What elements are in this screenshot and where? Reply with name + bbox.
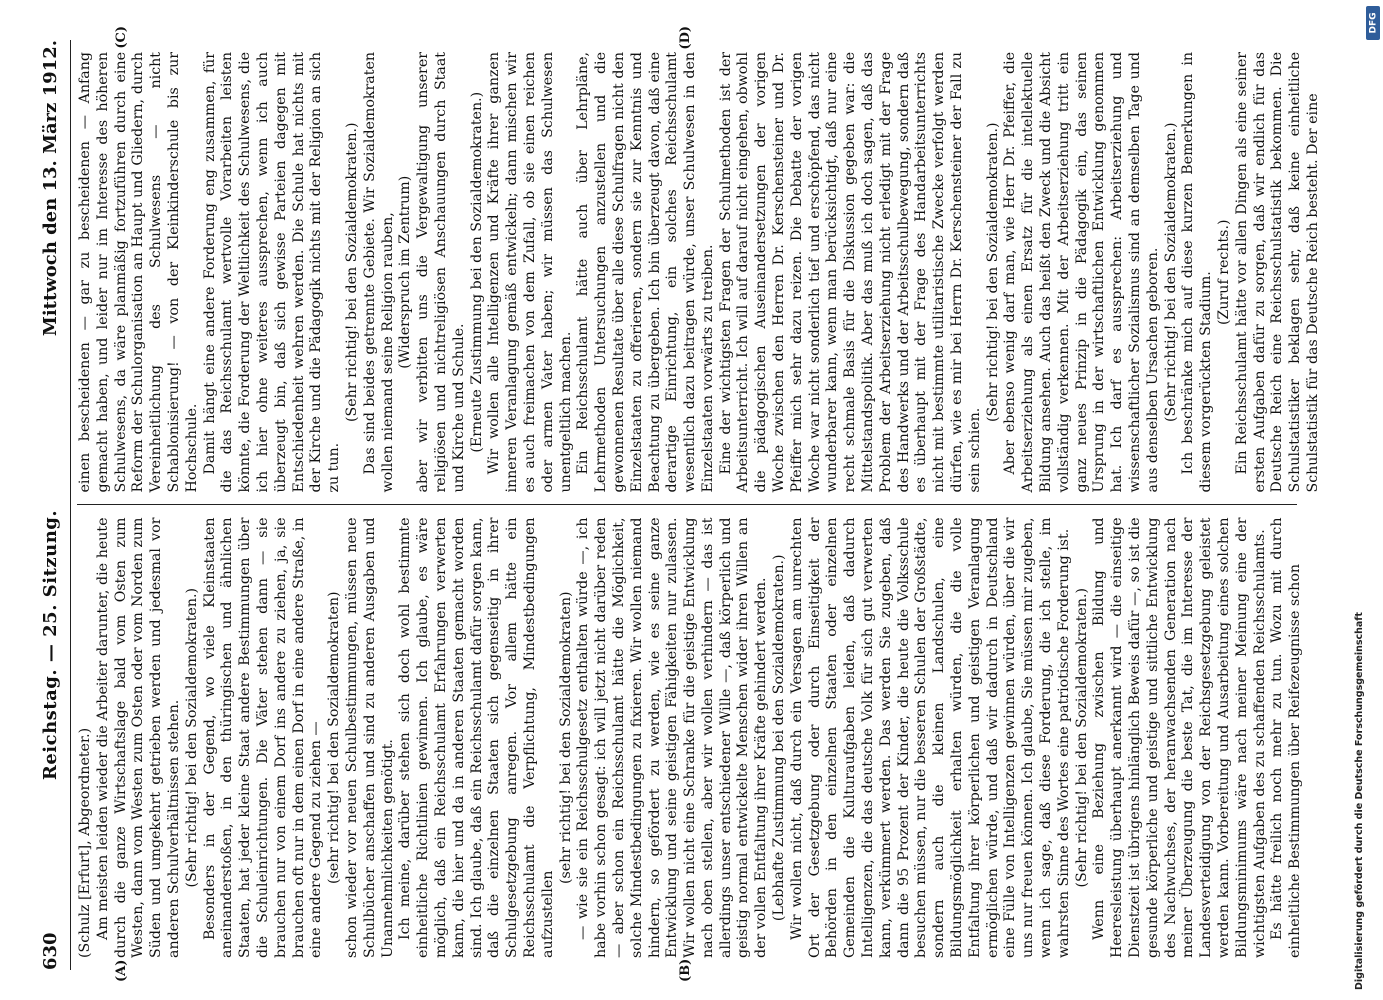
- paragraph: Am meisten leiden wieder die Arbeiter darunter, die heute durch die ganze Wirtschaftslage bald vom Osten zum Westen, dann vom Westen zum Osten oder vom Norden zum Süden und umgekehrt getrieben werden und jedesmal vor anderen Schulverhältnissen stehen.: [94, 517, 182, 958]
- right-column: [77, 26, 1321, 505]
- interjection: (Widerspruch im Zentrum): [397, 175, 414, 369]
- paragraph: schon wieder vor neuen Schulbestimmungen, müssen neue Schulbücher anschaffen und sind zu anderen Ausgaben und Unannehmlichkeiten genötigt.: [343, 517, 396, 958]
- session-title: Reichstag. — 25. Sitzung.: [40, 509, 61, 781]
- paragraph: Eine der wichtigsten Fragen der Schulmethoden ist der Arbeitsunterricht. Ich will auf darauf nicht eingehen, obwohl die pädagogischen Auseinandersetzungen der vorigen Woche zwischen den Herren Dr. Kerschensteiner und Dr. Pfeiffer mich sehr dazu reizen. Die Debatte der vorigen Woche war nicht sonderlich tief und erschöpfend, das nicht wunderbarer kann, wenn man berücksichtigt, daß nur eine recht schmale Basis für die Diskussion gegeben war: die Mittelstandspolitik. Aber das muß ich doch sagen, daß das Problem der Arbeitserziehung nicht erledigt mit der Frage des Handwerks und der Arbeitsschulbewegung, sondern daß es überhaupt mit der Frage des Handarbeitsunterrichts nicht mit bestimmte utilitaristische Zwecke verfolgt werden dürfen, wie es mir bei Herrn Dr. Kerschensteiner der Fall zu sein schien.: [717, 52, 983, 493]
- paragraph: Wir wollen alle Intelligenzen und Kräfte ihrer ganzen inneren Veranlagung gemäß entwickeln; dann mischen wir es auch freimachen von dem Zufall, ob sie einen reichen oder armen Vater haben; wir müssen das Schulwesen unentgeltlich machen.: [486, 52, 574, 493]
- session-date: Mittwoch den 13. März 1912.: [40, 40, 61, 337]
- paragraph: Wenn eine Beziehung zwischen Bildung und Heeresleistung überhaupt anerkannt wird — die einseitige Dienstzeit ist übrigens hinlänglich Beweis dafür —, so ist die gesunde körperliche und geistige und sittliche Entwicklung des Nachwuchses, der heranwachsenden Generation nach meiner Überzeugung die beste Tat, die im Interesse der Landesverteidigung von der Reichsgesetzgebung geleistet werden kann. Vorbereitung und Ausarbeitung eines solchen Bildungsminimums wäre nach meiner Meinung eine der wichtigsten Aufgaben des zu schaffenden Reichsschulamts.: [1091, 517, 1268, 958]
- interjection: (Lebhafte Zustimmung bei den Sozialdemokraten.): [771, 554, 788, 922]
- interjection: (Sehr richtig! bei den Sozialdemokraten.): [1162, 122, 1179, 423]
- interjection: (Zuruf rechts.): [1216, 219, 1232, 325]
- interjection: (Sehr richtig! bei den Sozialdemokraten.): [343, 122, 360, 423]
- paragraph: einen bescheidenen — gar zu bescheidenen — Anfang gemacht haben, und leider nur im Interesse des höheren Schulwesens, da wäre planmäßig fortzuführen durch eine Reform der Schulorganisation an Haupt und Gliedern, durch Vereinheitlichung des Schulwesens — nicht Schablonisierung! — von der Kleinkinderschule bis zur Hochschule.: [77, 52, 200, 493]
- margin-mark-c: (C): [114, 26, 129, 49]
- interjection: (Sehr richtig! bei den Sozialdemokraten.): [984, 122, 1001, 423]
- paragraph: Besonders in der Gegend, wo viele Kleinstaaten aneinanderstoßen, in den thüringischen und ähnlichen Staaten, hat jeder kleine Staat andere Bestimmungen über die Schuleinrichtungen. Die Väter stehen dann — sie brauchen nur von einem Dorf ins andere zu ziehen, ja, sie brauchen oft nur in dem einen Dorf in eine andere Straße, in eine andere Gegend zu ziehen —: [201, 517, 325, 958]
- left-column: [77, 505, 1304, 982]
- paragraph: aber wir verbitten uns die Vergewaltigung unserer religiösen und nichtreligiösen Anschauungen durch Staat und Kirche und Schule.: [415, 52, 467, 493]
- speaker-line: (Schulz [Erfurt], Abgeordneter.): [77, 727, 93, 958]
- paragraph: Ein Reichsschulamt hätte auch über Lehrpläne, Lehrmethoden Untersuchungen anzustellen und die gewonnenen Resultate über alle diese Schulfragen nicht den Einzelstaaten zu offerieren, sondern sie zur Kenntnis und Beachtung zu übergeben. Ich bin überzeugt davon, daß eine derartige Einrichtung, ein solches Reichsschulamt wesentlich dazu beitragen würde, unser Schulwesen in den Einzelstaaten vorwärts zu treiben.: [575, 52, 716, 493]
- dfg-logo: DFG: [1366, 6, 1380, 40]
- paragraph: Aber ebenso wenig darf man, wie Herr Dr. Pfeiffer, die Arbeitserziehung als einen Ersatz für die intellektuelle Bildung ansehen. Auch das heißt den Zweck und die Absicht vollständig verkennen. Mit der Arbeitserziehung tritt ein ganz neues Prinzip in die Pädagogik ein, das seinen Ursprung in der wirtschaftlichen Entwicklung genommen hat. Ich darf es aussprechen: Arbeitserziehung und wissenschaftlicher Sozialismus sind an demselben Tage und aus denselben Ursachen geboren.: [1002, 52, 1161, 493]
- rotated-document-page: [40, 26, 1321, 982]
- paragraph: Ein Reichsschulamt hätte vor allen Dingen als eine seiner ersten Aufgaben dafür zu sorgen, daß wir endlich für das Deutsche Reich eine Reichsschulstatistik bekommen. Die Schulstatistiker beklagen sehr, daß keine einheitliche Schulstatistik für das Deutsche Reich besteht. Der eine: [1233, 52, 1321, 493]
- paragraph: Wir wollen nicht, daß durch ein Versagen am unrechten Ort der Gesetzgebung oder durch Einseitigkeit der Behörden in den einzelnen Staaten oder einzelnen Gemeinden die Kulturaufgaben leiden, daß dadurch Intelligenzen, die das deutsche Volk für sich gut verwerten kann, verkümmert werden. Das werden Sie zugeben, daß dann die 95 Prozent der Kinder, die heute die Volksschule besuchen müssen, nur die besseren Schulen der Großstädte, sondern auch die kleinen Landschulen, eine Bildungsmöglichkeit erhalten würden, die die volle Entfaltung ihrer körperlichen und geistigen Veranlagung ermöglichen würde, und daß wir dadurch in Deutschland eine Fülle von Intelligenzen gewinnen würden, über die wir uns nur freuen können. Ich glaube, Sie müssen mir zugeben, wenn ich sage, daß diese Forderung, die ich stelle, im wahrsten Sinne des Wortes eine patriotische Forderung ist.: [788, 517, 1072, 958]
- interjection: (sehr richtig! bei den Sozialdemokraten): [557, 591, 574, 885]
- page-number: 630: [40, 932, 61, 970]
- paragraph: Ich beschränke mich auf diese kurzen Bemerkungen in diesem vorgerückten Stadium.: [1180, 52, 1215, 493]
- paragraph: Es hätte freilich noch mehr zu tun. Wozu mit durch einheitliche Bestimmungen über Reifezeugnisse schon: [1269, 517, 1304, 958]
- paragraph: Damit hängt eine andere Forderung eng zusammen, für die das Reichsschulamt wertvolle Vorarbeiten leisten könnte, die Forderung der Weltlichkeit des Schulwesens, die ich hier ohne weiteres aussprechen, wenn ich auch überzeugt bin, daß sich gewisse Parteien dagegen mit Entschiedenheit wehren werden. Die Schule hat nichts mit der Kirche und die Pädagogik nichts mit der Religion an sich zu tun.: [201, 52, 343, 493]
- interjection: (Sehr richtig! bei den Sozialdemokraten.): [183, 587, 200, 888]
- margin-mark-d: (D): [678, 26, 693, 50]
- margin-mark-a: (A): [114, 959, 129, 982]
- margin-mark-b: (B): [678, 958, 693, 982]
- text-columns: [77, 26, 1321, 982]
- interjection: (Sehr richtig! bei den Sozialdemokraten.): [1073, 587, 1090, 888]
- page-header: [40, 40, 71, 970]
- digitization-credit: Digitalisierung gefördert durch die Deutsche Forschungsgemeinschaft: [1354, 612, 1365, 990]
- interjection: (sehr richtig! bei den Sozialdemokraten): [326, 591, 343, 885]
- paragraph: — wie sie ein Reichsschulgesetz enthalten würde —, ich habe vorhin schon gesagt: ich will jetzt nicht darüber reden — aber schon ein Reichsschulamt hätte die Möglichkeit, solche Mindestbedingungen zu fixieren. Wir wollen niemand hindern, so gefördert zu werden, wie es seine ganze Entwicklung und seine geistigen Fähigkeiten nur zulassen. Wir wollen nicht eine Schranke für die geistige Entwicklung nach oben stellen, aber wir wollen verhindern — das ist allerdings unser entschiedener Wille —, daß körperlich und geistig normal entwickelte Menschen wider ihren Willen an der vollen Entfaltung ihrer Kräfte gehindert werden.: [575, 517, 770, 958]
- interjection: (Erneute Zustimmung bei den Sozialdemokraten.): [468, 91, 485, 453]
- paragraph: Ich meine, darüber stehen sich doch wohl bestimmte einheitliche Richtlinien gewinnen. Ich glaube, es wäre möglich, daß ein Reichsschulamt Erfahrungen verwerten kann, die hier und da in anderen Staaten gemacht worden sind. Ich glaube, daß ein Reichsschulamt dafür sorgen kann, daß die einzelnen Staaten sich gegenseitig in ihrer Schulgesetzgebung anregen. Vor allem hätte ein Reichsschulamt die Verpflichtung, Mindestbedingungen aufzustellen: [397, 517, 556, 958]
- paragraph: Das sind beides getrennte Gebiete. Wir Sozialdemokraten wollen niemand seine Religion rauben,: [361, 52, 396, 493]
